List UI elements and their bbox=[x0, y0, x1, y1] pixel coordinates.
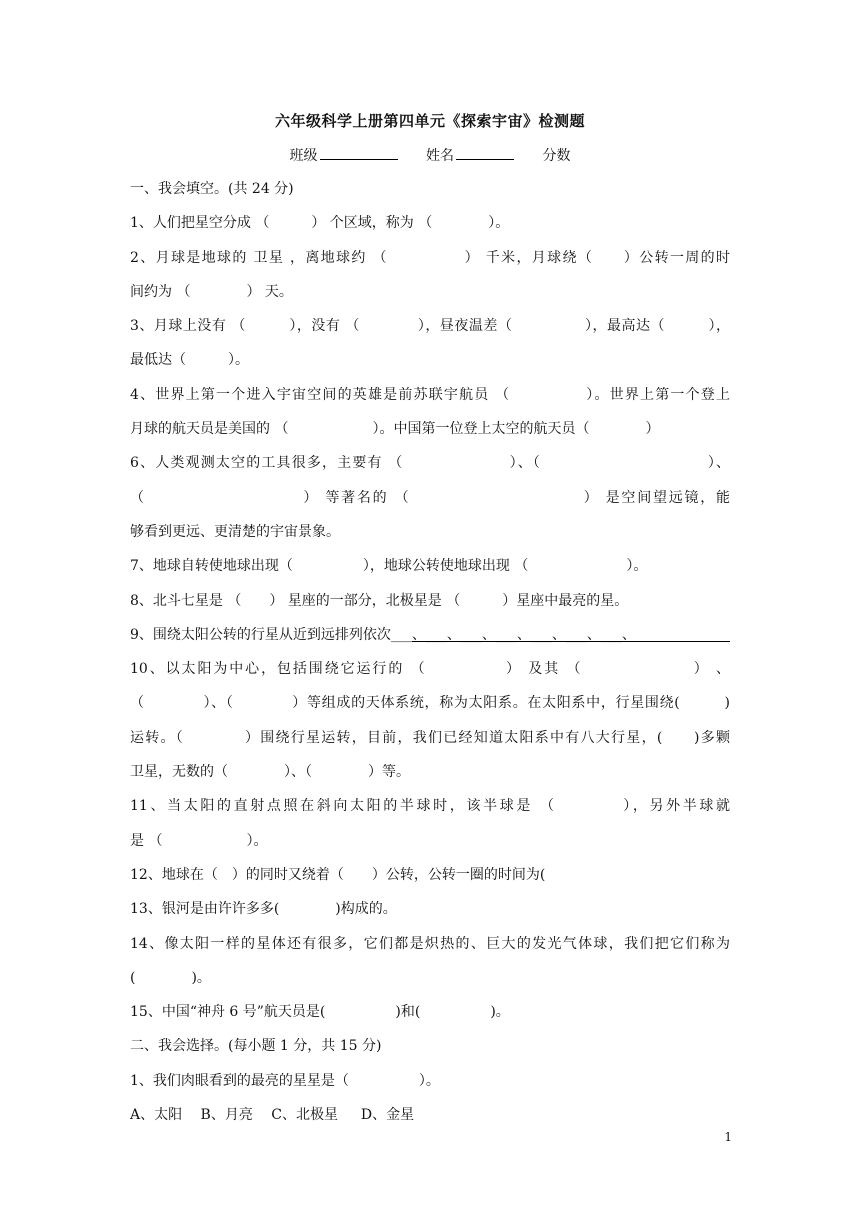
question-line: 运转。（ ）围绕行星运转，目前，我们已经知道太阳系中有八大行星，( )多颗 bbox=[130, 729, 730, 746]
question-line: 3、月球上没有 （ ），没有 （ ），昼夜温差（ ），最高达（ ）， bbox=[130, 318, 730, 335]
question-line: 最低达（ ）。 bbox=[130, 352, 249, 369]
question-line: 12、地球在（ ）的同时又绕着（ ）公转，公转一圈的时间为( bbox=[130, 866, 546, 883]
question-line: 14、像太阳一样的星体还有很多，它们都是炽热的、巨大的发光气体球，我们把它们称为 bbox=[130, 935, 730, 952]
class-blank[interactable] bbox=[320, 145, 398, 160]
question-line: 间约为 （ ） 天。 bbox=[130, 283, 293, 300]
question-line: 1、我们肉眼看到的最亮的星星是（ ）。 bbox=[130, 1072, 440, 1089]
question-line: 10、以太阳为中心，包括围绕它运行的 （ ） 及其 （ ） 、 bbox=[130, 661, 730, 678]
question-line: （ ） 等著名的 （ ） 是空间望远镜，能 bbox=[130, 489, 730, 506]
question-line: （ ）、（ ）等组成的天体系统，称为太阳系。在太阳系中，行星围绕( ) bbox=[130, 695, 730, 712]
question-line: 1、人们把星空分成 （ ） 个区域，称为 （ ）。 bbox=[130, 215, 510, 232]
question-line: 2、月球是地球的 卫星 ，离地球约 （ ） 千米，月球绕（ ）公转一周的时 bbox=[130, 249, 730, 266]
student-info-row bbox=[0, 145, 860, 165]
name-blank[interactable] bbox=[456, 145, 514, 160]
question-line: 是 （ ）。 bbox=[130, 832, 268, 849]
question-line: 卫星，无数的（ ）、（ ）等。 bbox=[130, 764, 410, 781]
question-line bbox=[130, 624, 730, 658]
page-title: 六年级科学上册第四单元《探索宇宙》检测题 bbox=[274, 112, 585, 130]
question-line: 7、地球自转使地球出现（ ），地球公转使地球出现 （ ）。 bbox=[130, 558, 648, 575]
section-heading-choice: 二、我会选择。(每小题 1 分，共 15 分) bbox=[130, 1038, 382, 1055]
name-label: 姓名 bbox=[426, 148, 454, 164]
question-line: 13、银河是由许许多多( )构成的。 bbox=[130, 901, 397, 918]
question-line: 6、人类观测太空的工具很多，主要有 （ ）、（ ）、 bbox=[130, 455, 730, 472]
question-line: 月球的航天员是美国的 （ ）。中国第一位登上太空的航天员（ ） bbox=[130, 421, 660, 438]
question-line: 4、世界上第一个进入宇宙空间的英雄是前苏联宇航员 （ ）。世界上第一个登上 bbox=[130, 386, 730, 403]
planet-order-text: 9、围绕太阳公转的行星从近到远排列依次___、___、___、___、___、___、___、 bbox=[130, 626, 636, 643]
answer-underline[interactable] bbox=[412, 641, 730, 642]
question-line: 8、北斗七星是 （ ） 星座的一部分，北极星是 （ ）星座中最亮的星。 bbox=[130, 592, 629, 609]
question-line: 11、当太阳的直射点照在斜向太阳的半球时，该半球是 （ ），另外半球就 bbox=[130, 798, 730, 815]
question-body bbox=[130, 178, 730, 1138]
score-label: 分数 bbox=[542, 148, 571, 164]
question-line: 够看到更远、更清楚的宇宙景象。 bbox=[130, 523, 340, 540]
section-heading-fill: 一、我会填空。(共 24 分) bbox=[130, 181, 294, 197]
question-line: ( )。 bbox=[130, 969, 211, 986]
question-line: 15、中国“神舟 6 号”航天员是( )和( )。 bbox=[130, 1004, 510, 1021]
choice-options: A、太阳 B、月亮 C、北极星 D、金星 bbox=[130, 1107, 415, 1124]
class-label: 班级 bbox=[289, 148, 318, 164]
page-number: 1 bbox=[724, 1130, 732, 1144]
